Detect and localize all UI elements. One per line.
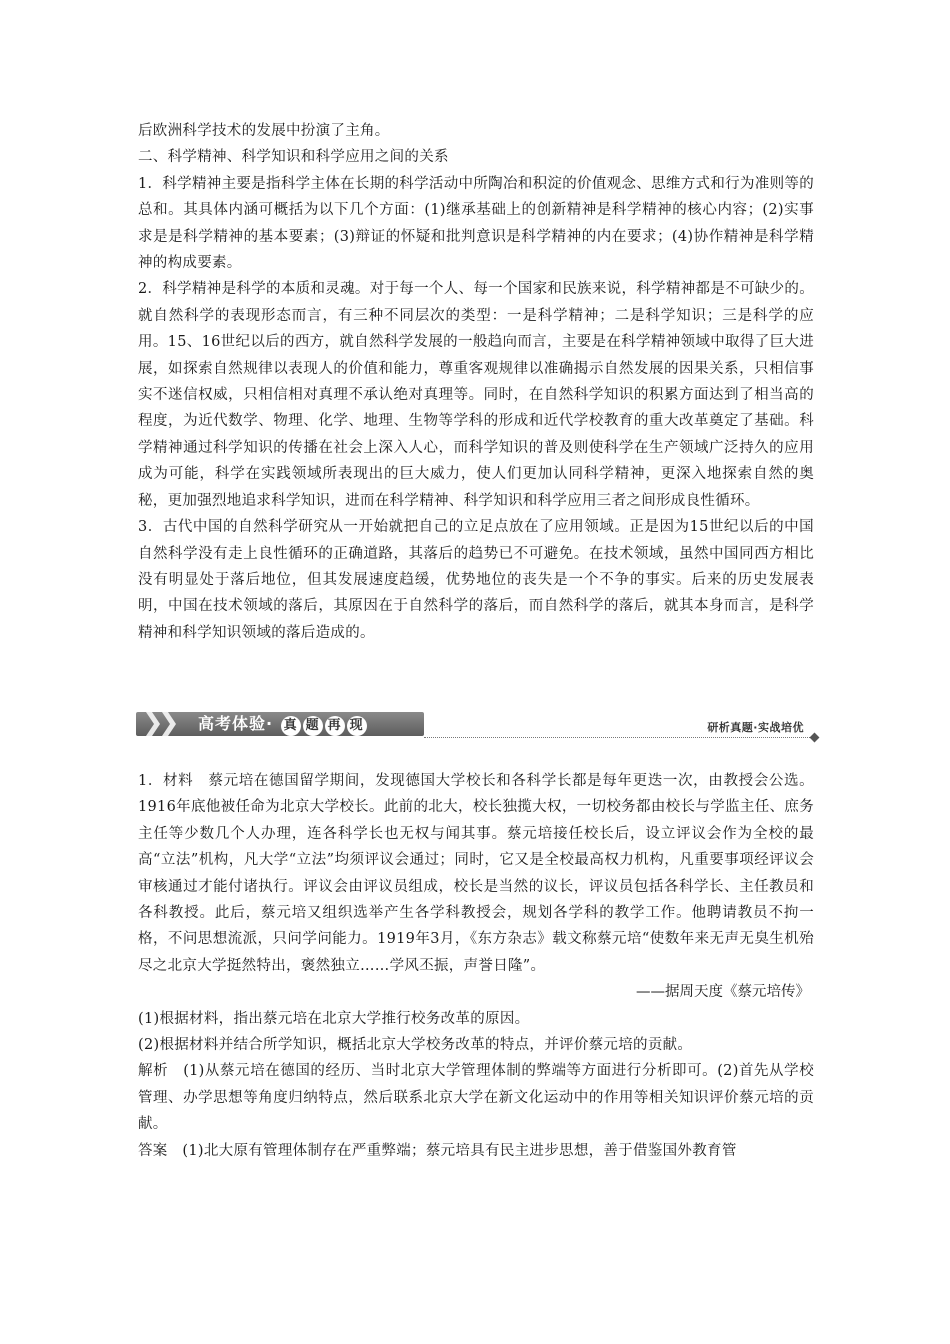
banner-title: 高考体验· 真 题 再 现 bbox=[198, 713, 368, 736]
section-heading: 二、科学精神、科学知识和科学应用之间的关系 bbox=[138, 149, 449, 166]
paragraph-continuation: 后欧洲科学技术的发展中扮演了主角。 bbox=[138, 123, 390, 139]
chevron-right-icon bbox=[146, 712, 160, 736]
banner-subtitle: 研析真题·实战培优 bbox=[707, 721, 804, 734]
section-banner bbox=[136, 710, 820, 740]
list-item: 1．科学精神主要是指科学主体在长期的科学活动中所陶冶和积淀的价值观念、思维方式和行为准则等的总和。其具体内涵可概括为以下几个方面：(1)继承基础上的创新精神是科学精神的核心内容；(2)实事求是是科学精神的基本要素；(3)辩证的怀疑和批判意识是科学精神的内在要求；(4)协作精神是科学精神的构成要素。 bbox=[138, 175, 814, 272]
body-text-top bbox=[138, 118, 814, 646]
sub-question: (2)根据材料并结合所学知识，概括北京大学校务改革的特点，并评价蔡元培的贡献。 bbox=[138, 1037, 693, 1054]
question-material: 1．材料 蔡元培在德国留学期间，发现德国大学校长和各科学长都是每年更迭一次，由教授会公选。1916年底他被任命为北京大学校长。此前的北大，校长独揽大权，一切校务都由校长与学监主任、庶务主任等少数几个人办理，连各科学长也无权与闻其事。蔡元培接任校长后，设立评议会作为全校的最高“立法”机构，凡大学“立法”均须评议会通过；同时，它又是全校最高权力机构，凡重要事项经评议会审核通过才能付诸执行。评议会由评议员组成，校长是当然的议长，评议员包括各科学长、主任教员和各科教授。此后，蔡元培又组织选举产生各学科教授会，规划各学科的教学工作。他聘请教员不拘一格，不问思想流派，只问学问能力。1919年3月，《东方杂志》载文称蔡元培“使数年来无声无臭生机殆尽之北京大学挺然特出，褒然独立……学风丕振，声誉日隆”。 bbox=[138, 773, 814, 974]
answer-text: 答案 (1)北大原有管理体制存在严重弊端；蔡元培具有民主进步思想，善于借鉴国外教育管 bbox=[138, 1142, 737, 1159]
source-attribution: ——据周天度《蔡元培传》 bbox=[636, 984, 810, 1001]
banner-divider bbox=[424, 737, 810, 738]
list-item: 3．古代中国的自然科学研究从一开始就把自己的立足点放在了应用领域。正是因为15世纪以后的中国自然科学没有走上良性循环的正确道路，其落后的趋势已不可避免。在技术领域，虽然中国同西方相比没有明显处于落后地位，但其发展速度趋缓，优势地位的丧失是一个不争的事实。后来的历史发展表明，中国在技术领域的落后，其原因在于自然科学的落后，而自然科学的落后，就其本身而言，是科学精神和科学知识领域的落后造成的。 bbox=[138, 519, 814, 641]
diamond-icon bbox=[810, 733, 820, 743]
list-item: 2．科学精神是科学的本质和灵魂。对于每一个人、每一个国家和民族来说，科学精神都是不可缺少的。就自然科学的表现形态而言，有三种不同层次的类型：一是科学精神；二是科学知识；三是科学的应用。15、16世纪以后的西方，就自然科学发展的一般趋向而言，主要是在科学精神领域中取得了巨大进展，如探索自然规律以表现人的价值和能力，尊重客观规律以准确揭示自然发展的因果关系，只相信事实不迷信权威，只相信相对真理不承认绝对真理等。同时，在自然科学知识的积累方面达到了相当高的程度，为近代数学、物理、化学、地理、生物等学科的形成和近代学校教育的重大改革奠定了基础。科学精神通过科学知识的传播在社会上深入人心，而科学知识的普及则使科学在生产领域广泛持久的应用成为可能，科学在实践领域所表现出的巨大威力，使人们更加认同科学精神，更深入地探索自然的奥秘，更加强烈地追求科学知识，进而在科学精神、科学知识和科学应用三者之间形成良性循环。 bbox=[138, 281, 814, 509]
question-block bbox=[138, 768, 814, 1164]
chevron-right-icon bbox=[162, 712, 176, 736]
analysis-text: 解析 (1)从蔡元培在德国的经历、当时北京大学管理体制的弊端等方面进行分析即可。(2)首先从学校管理、办学思想等角度归纳特点，然后联系北京大学在新文化运动中的作用等相关知识评价蔡元培的贡献。 bbox=[138, 1063, 814, 1133]
sub-question: (1)根据材料，指出蔡元培在北京大学推行校务改革的原因。 bbox=[138, 1010, 530, 1027]
